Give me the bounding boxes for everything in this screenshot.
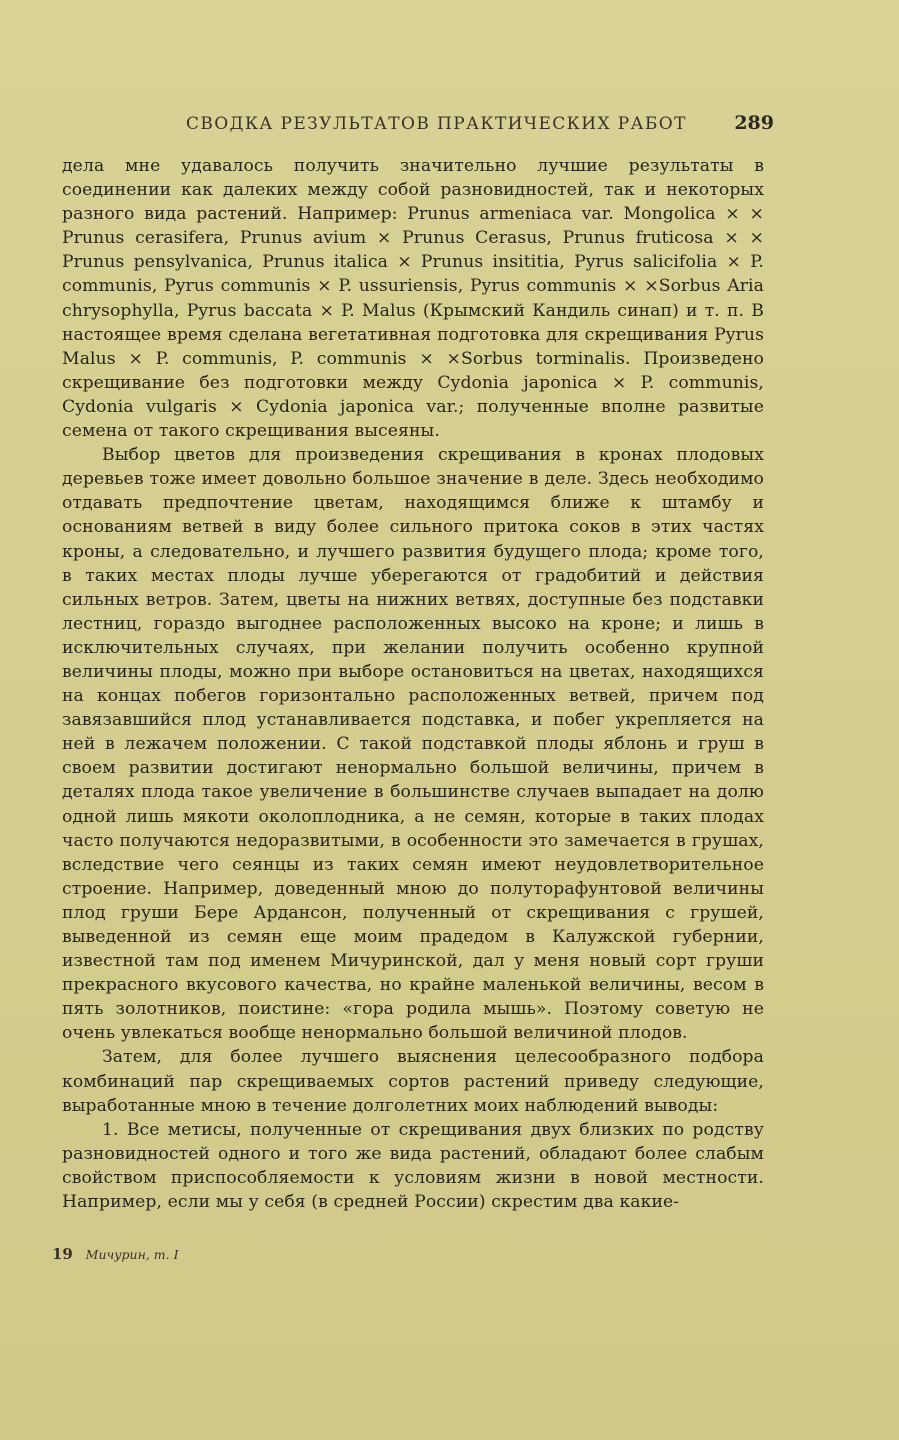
signature-footer [52,1245,179,1263]
paragraph-continuation: дела мне удавалось получить значительно лучшие результаты в соединении как далеких между собой разновидностей, так и некоторых разного вида растений. Например: Prunus armeniaca var. Mongolica × × Prunus cerasifera, Prunus avium × Prunus Cerasus, Prunus fruticosa × × Prunus pensylvanica, Prunus italica × Prunus insititia, Pyrus salicifolia × P. communis, Pyrus communis × P. ussuriensis, Pyrus communis × ×Sorbus Aria chrysophylla, Pyrus baccata × P. Malus (Крымский Кандиль синап) и т. п. В настоящее время сделана вегетативная подготовка для скрещивания Pyrus Malus × P. communis, P. communis × ×Sorbus torminalis. Произведено скрещивание без подготовки между Cydonia japonica × P. communis, Cydonia vulgaris × Cydonia japonica var.; полученные вполне развитые семена от такого скрещивания высеяны. [62,156,764,442]
paragraph-point-one: 1. Все метисы, полученные от скрещивания двух близких по родству разновидностей одного и того же вида растений, обладают более слабым свойством приспособляемости к условиям жизни в новой местности. Например, если мы у себя (в средней России) скрестим два какие- [62,1119,764,1213]
page-header [62,114,774,140]
body-text [62,154,764,1214]
signature-text: Мичурин, т. I [85,1247,179,1262]
page-number: 289 [734,112,774,134]
running-title: СВОДКА РЕЗУЛЬТАТОВ ПРАКТИЧЕСКИХ РАБОТ [186,114,687,134]
paragraph-conclusions-intro: Затем, для более лучшего выяснения целесообразного подбора комбинаций пар скрещиваемых сортов растений приведу следующие, выработанные мною в течение долголетних моих наблюдений выводы: [62,1047,764,1116]
signature-number: 19 [52,1245,73,1263]
paragraph-flower-selection: Выбор цветов для произведения скрещивания в кронах плодовых деревьев тоже имеет довольно большое значение в деле. Здесь необходимо отдавать предпочтение цветам, находящимся ближе к штамбу и основаниям ветвей в виду более сильного притока соков в этих частях кроны, а следовательно, и лучшего развития будущего плода; кроме того, в таких местах плоды лучше уберегаются от градобитий и действия сильных ветров. Затем, цветы на нижних ветвях, доступные без подставки лестниц, гораздо выгоднее расположенных высоко на кроне; и лишь в исключительных случаях, при желании получить особенно крупной величины плоды, можно при выборе остановиться на цветах, находящихся на концах побегов горизонтально расположенных ветвей, причем под завязавшийся плод устанавливается подставка, и побег укрепляется на ней в лежачем положении. С такой подставкой плоды яблонь и груш в своем развитии достигают ненормально большой величины, причем в деталях плода такое увеличение в большинстве случаев выпадает на долю одной лишь мякоти околоплодника, а не семян, которые в таких плодах часто получаются недоразвитыми, в особенности это замечается в грушах, вследствие чего сеянцы из таких семян имеют неудовлетворительное строение. Например, доведенный мною до полуторафунтовой величины плод груши Бере Ардансон, полученный от скрещивания с грушей, выведенной из семян еще моим прадедом в Калужской губернии, известной там под именем Мичуринской, дал у меня новый сорт груши прекрасного вкусового качества, но крайне маленькой величины, весом в пять золотников, поистине: «гора родила мышь». Поэтому советую не очень увлекаться вообще ненормально большой величиной плодов. [62,445,764,1044]
